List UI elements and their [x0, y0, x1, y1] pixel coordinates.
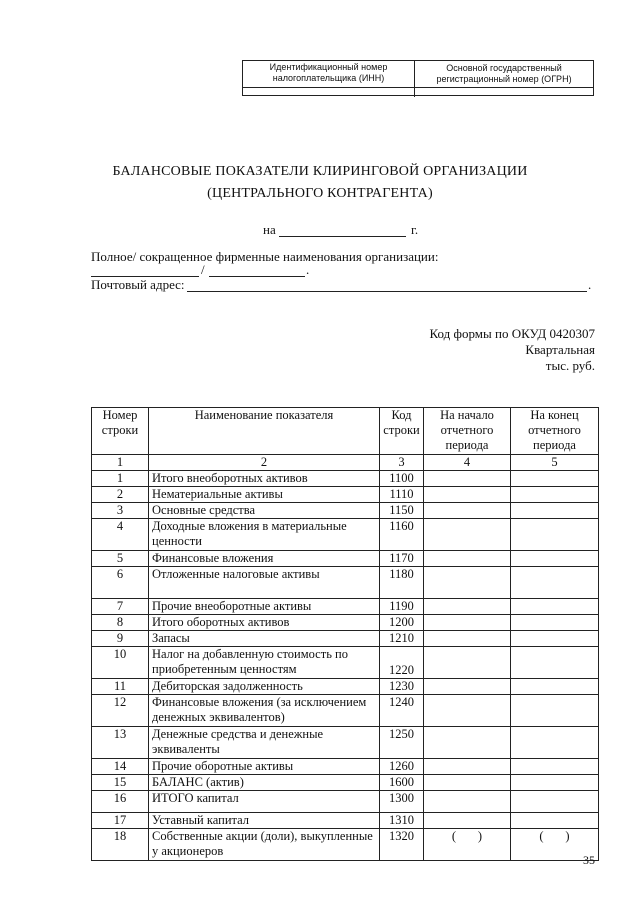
row-name: Финансовые вложения (за исключением денежных эквивалентов): [149, 695, 380, 727]
row-number: 15: [92, 775, 149, 791]
row-number: 18: [92, 829, 149, 861]
header-period-start: На начало отчетного периода: [424, 408, 511, 455]
row-name: Запасы: [149, 631, 380, 647]
table-row: [92, 829, 599, 861]
row-number: 17: [92, 813, 149, 829]
period-start-cell[interactable]: [424, 775, 511, 791]
row-name: Собственные акции (доли), выкупленные у акционеров: [149, 829, 380, 861]
row-name: БАЛАНС (актив): [149, 775, 380, 791]
org-name-separator: /: [201, 262, 205, 277]
table-row: [92, 519, 599, 551]
row-number: 16: [92, 791, 149, 813]
row-code: 1240: [380, 695, 424, 727]
row-code: 1220: [380, 647, 424, 679]
inn-label: Идентификационный номер налогоплательщика (ИНН): [243, 61, 415, 87]
form-code: Код формы по ОКУД 0420307: [429, 326, 595, 341]
table-row: [92, 695, 599, 727]
table-row: [92, 759, 599, 775]
header-row-number: Номер строки: [92, 408, 149, 455]
period-end-cell[interactable]: [511, 695, 599, 727]
row-number: 14: [92, 759, 149, 775]
row-number: 8: [92, 615, 149, 631]
row-name: Денежные средства и денежные эквиваленты: [149, 727, 380, 759]
table-row: [92, 487, 599, 503]
row-name: Доходные вложения в материальные ценности: [149, 519, 380, 551]
page-number: 35: [583, 853, 595, 867]
period-start-cell[interactable]: [424, 503, 511, 519]
table-row: [92, 647, 599, 679]
table-row: [92, 791, 599, 813]
period-start-cell[interactable]: [424, 615, 511, 631]
row-number: 13: [92, 727, 149, 759]
col-number: 2: [149, 455, 380, 471]
row-name: Прочие внеоборотные активы: [149, 599, 380, 615]
postal-address-field[interactable]: [187, 291, 587, 292]
period-end-cell[interactable]: [511, 551, 599, 567]
period-end-cell[interactable]: ( ): [511, 829, 599, 861]
table-row: [92, 813, 599, 829]
period-start-cell[interactable]: [424, 695, 511, 727]
period-end-cell[interactable]: [511, 471, 599, 487]
column-numbers-row: [92, 455, 599, 471]
period-start-cell[interactable]: [424, 813, 511, 829]
row-code: 1150: [380, 503, 424, 519]
row-number: 6: [92, 567, 149, 599]
postal-label: Почтовый адрес:: [91, 277, 185, 292]
row-number: 2: [92, 487, 149, 503]
table-row: [92, 551, 599, 567]
row-code: 1600: [380, 775, 424, 791]
col-number: 4: [424, 455, 511, 471]
document-subtitle: (ЦЕНТРАЛЬНОГО КОНТРАГЕНТА): [207, 186, 433, 201]
row-number: 11: [92, 679, 149, 695]
row-code: 1320: [380, 829, 424, 861]
table-row: [92, 615, 599, 631]
table-row: [92, 631, 599, 647]
postal-end: .: [588, 277, 592, 292]
period-end-cell[interactable]: [511, 615, 599, 631]
period-start-cell[interactable]: [424, 519, 511, 551]
row-name: Итого внеоборотных активов: [149, 471, 380, 487]
ogrn-label: Основной государственный регистрационный номер (ОГРН): [436, 63, 572, 84]
period-start-cell[interactable]: [424, 599, 511, 615]
period-start-cell[interactable]: [424, 551, 511, 567]
row-code: 1230: [380, 679, 424, 695]
col-number: 3: [380, 455, 424, 471]
row-code: 1250: [380, 727, 424, 759]
period-end-cell[interactable]: [511, 487, 599, 503]
row-code: 1170: [380, 551, 424, 567]
table-row: [92, 567, 599, 599]
row-code: 1200: [380, 615, 424, 631]
period-end-cell[interactable]: [511, 775, 599, 791]
period-end-cell[interactable]: [511, 519, 599, 551]
row-name: Прочие оборотные активы: [149, 759, 380, 775]
document-title: БАЛАНСОВЫЕ ПОКАЗАТЕЛИ КЛИРИНГОВОЙ ОРГАНИЗАЦИИ: [112, 164, 528, 179]
row-name: Нематериальные активы: [149, 487, 380, 503]
header-period-end: На конец отчетного периода: [511, 408, 599, 455]
row-number: 10: [92, 647, 149, 679]
row-code: 1310: [380, 813, 424, 829]
period-end-cell[interactable]: [511, 503, 599, 519]
date-prefix: на: [263, 222, 276, 237]
period-end-cell[interactable]: [511, 631, 599, 647]
col-number: 1: [92, 455, 149, 471]
table-row: [92, 599, 599, 615]
header-indicator-name: Наименование показателя: [149, 408, 380, 455]
period-start-cell[interactable]: [424, 727, 511, 759]
period-end-cell[interactable]: [511, 599, 599, 615]
row-name: Налог на добавленную стоимость по приобретенным ценностям: [149, 647, 380, 679]
period-end-cell[interactable]: [511, 813, 599, 829]
row-code: 1160: [380, 519, 424, 551]
table-row: [92, 471, 599, 487]
row-name: Финансовые вложения: [149, 551, 380, 567]
row-number: 9: [92, 631, 149, 647]
period-start-cell[interactable]: [424, 471, 511, 487]
table-row: [92, 727, 599, 759]
date-field[interactable]: [279, 236, 406, 237]
units: тыс. руб.: [545, 358, 595, 373]
row-number: 12: [92, 695, 149, 727]
row-code: 1110: [380, 487, 424, 503]
row-name: Отложенные налоговые активы: [149, 567, 380, 599]
id-table: [242, 60, 594, 96]
period-start-cell[interactable]: [424, 487, 511, 503]
id-table-values-row: [243, 87, 593, 97]
period-start-cell[interactable]: ( ): [424, 829, 511, 861]
row-number: 1: [92, 471, 149, 487]
period-start-cell[interactable]: [424, 759, 511, 775]
period-start-cell[interactable]: [424, 567, 511, 599]
row-code: 1300: [380, 791, 424, 813]
period-end-cell[interactable]: [511, 679, 599, 695]
period-end-cell[interactable]: [511, 759, 599, 775]
period-end-cell[interactable]: [511, 791, 599, 813]
period-end-cell[interactable]: [511, 727, 599, 759]
row-code: 1180: [380, 567, 424, 599]
header-row-code: Код строки: [380, 408, 424, 455]
org-name-label: Полное/ сокращенное фирменные наименования организации:: [91, 249, 439, 264]
periodicity: Квартальная: [525, 342, 595, 357]
row-number: 3: [92, 503, 149, 519]
period-end-cell[interactable]: [511, 647, 599, 679]
col-number: 5: [511, 455, 599, 471]
row-number: 7: [92, 599, 149, 615]
row-code: 1100: [380, 471, 424, 487]
date-suffix: г.: [411, 222, 419, 237]
table-row: [92, 775, 599, 791]
table-row: [92, 503, 599, 519]
row-name: Уставный капитал: [149, 813, 380, 829]
org-name-end: .: [306, 262, 310, 277]
table-header-row: [92, 408, 599, 455]
org-short-name-field[interactable]: [209, 276, 305, 277]
row-name: ИТОГО капитал: [149, 791, 380, 813]
table-row: [92, 679, 599, 695]
row-name: Дебиторская задолженность: [149, 679, 380, 695]
row-name: Основные средства: [149, 503, 380, 519]
balance-table: [91, 407, 599, 861]
period-start-cell[interactable]: [424, 631, 511, 647]
period-start-cell[interactable]: [424, 679, 511, 695]
row-number: 5: [92, 551, 149, 567]
row-code: 1210: [380, 631, 424, 647]
row-code: 1190: [380, 599, 424, 615]
period-start-cell[interactable]: [424, 791, 511, 813]
period-start-cell[interactable]: [424, 647, 511, 679]
row-number: 4: [92, 519, 149, 551]
period-end-cell[interactable]: [511, 567, 599, 599]
row-name: Итого оборотных активов: [149, 615, 380, 631]
row-code: 1260: [380, 759, 424, 775]
